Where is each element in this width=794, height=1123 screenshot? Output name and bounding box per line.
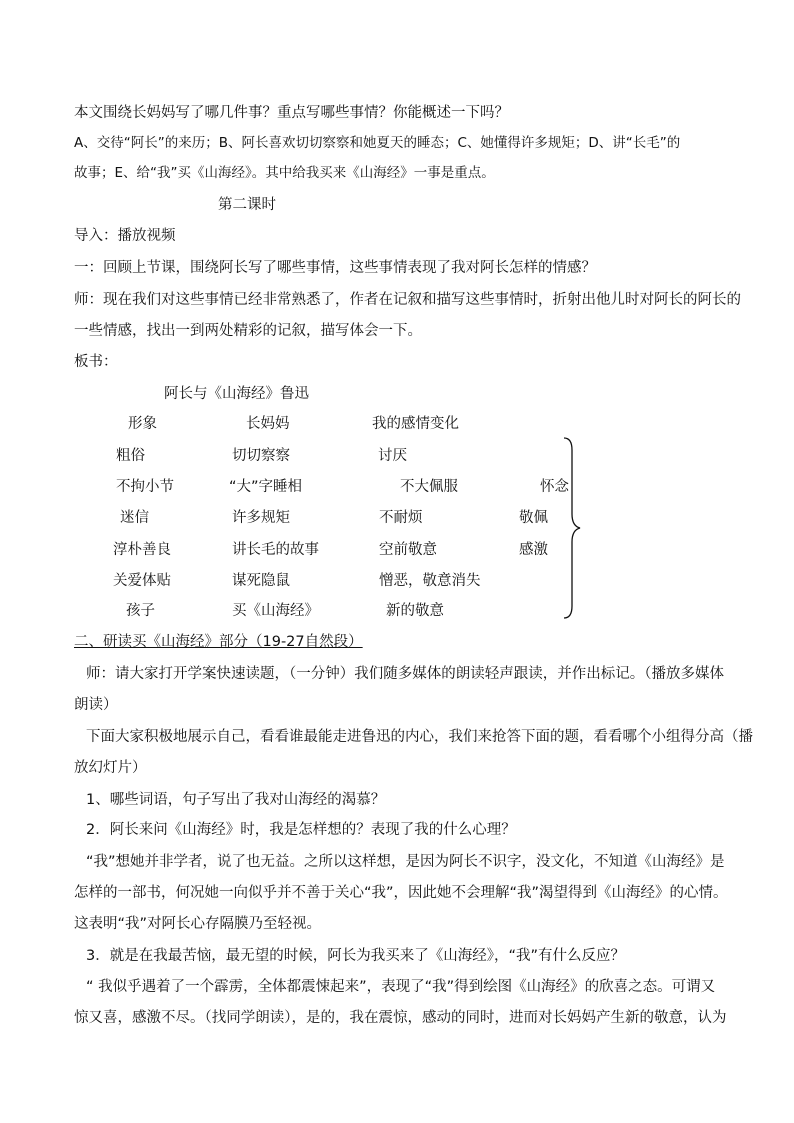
intro-question: 本文围绕长妈妈写了哪几件事？重点写哪些事情？你能概述一下吗？: [74, 105, 509, 121]
board-trait: 粗俗: [116, 448, 145, 464]
answer-3-line-1: “ 我似乎遇着了一个霹雳，全体都震悚起来”，表现了“我”得到绘图《山海经》的欣喜之态。可谓又: [86, 979, 716, 995]
part2-title: 二、研读买《山海经》部分（19-27自然段）: [74, 634, 363, 650]
board-event: “大”字睡相: [229, 479, 303, 495]
board-trait: 不拘小节: [116, 479, 174, 495]
board-event: 买《山海经》: [232, 603, 319, 619]
teacher-line-1: 师：现在我们对这些事情已经非常熟悉了，作者在记叙和描写这些事情时，折射出他儿时对阿长的阿长的: [74, 292, 741, 308]
board-title: 阿长与《山海经》鲁迅: [164, 386, 309, 402]
intro-answer-line-2: 故事；E、给“我”买《山海经》。其中给我买来《山海经》一事是重点。: [74, 165, 495, 181]
board-feeling: 空前敬意: [379, 542, 437, 558]
right-brace-icon: [560, 436, 582, 620]
board-feeling: 新的敬意: [386, 603, 444, 619]
answer-2-line-2: 怎样的一部书，何况她一向似乎并不善于关心“我”，因此她不会理解“我”渴望得到《山海经》的心情。: [74, 885, 728, 901]
board-feeling: 讨厌: [378, 448, 407, 464]
board-trait: 关爱体贴: [113, 573, 171, 589]
board-feeling: 不耐烦: [379, 510, 423, 526]
teacher-line-2: 一些情感，找出一到两处精彩的记叙，描写体会一下。: [74, 323, 422, 339]
teacher2-line-2: 朗读）: [74, 697, 118, 713]
board-summary: 感激: [519, 542, 548, 558]
board-event: 讲长毛的故事: [232, 542, 319, 558]
board-summary: 敬佩: [519, 510, 548, 526]
question-3: 3．就是在我最苦恼，最无望的时候，阿长为我买来了《山海经》，“我”有什么反应？: [86, 948, 625, 964]
board-header-trait: 形象: [128, 416, 157, 432]
question-2: 2．阿长来问《山海经》时，我是怎样想的？表现了我的什么心理？: [86, 822, 516, 838]
intro-step: 导入：播放视频: [74, 228, 176, 244]
board-summary: 怀念: [540, 479, 569, 495]
lesson-title: 第二课时: [218, 197, 276, 213]
board-label: 板书：: [74, 354, 118, 370]
board-feeling: 憎恶，敬意消失: [379, 573, 481, 589]
activity-line-1: 下面大家积极地展示自己，看看谁最能走进鲁迅的内心，我们来抢答下面的题，看看哪个小组得分高（播: [86, 729, 753, 745]
activity-line-2: 放幻灯片）: [74, 760, 147, 776]
board-event: 许多规矩: [232, 510, 290, 526]
board-trait: 淳朴善良: [113, 542, 171, 558]
board-event: 谋死隐鼠: [232, 573, 290, 589]
board-event: 切切察察: [232, 448, 290, 464]
board-trait: 迷信: [120, 510, 149, 526]
board-header-feeling: 我的感情变化: [372, 416, 459, 432]
answer-3-line-2: 惊又喜，感激不尽。（找同学朗读），是的，我在震惊，感动的同时，进而对长妈妈产生新的敬意，认为: [74, 1010, 727, 1026]
board-feeling: 不大佩服: [400, 479, 458, 495]
question-1: 1、哪些词语，句子写出了我对山海经的渴慕？: [86, 792, 386, 808]
teacher2-line-1: 师：请大家打开学案快速读题，（一分钟）我们随多媒体的朗读轻声跟读，并作出标记。（播放多媒体: [86, 666, 724, 682]
intro-answer-line-1: A、交待“阿长”的来历；B、阿长喜欢切切察察和她夏天的睡态；C、她懂得许多规矩；D、讲“长毛”的: [74, 135, 681, 151]
board-header-person: 长妈妈: [246, 416, 290, 432]
board-trait: 孩子: [126, 603, 155, 619]
answer-2-line-3: 这表明“我”对阿长心存隔膜乃至轻视。: [74, 916, 322, 932]
part1-question: 一：回顾上节课，围绕阿长写了哪些事情，这些事情表现了我对阿长怎样的情感？: [74, 260, 596, 276]
answer-2-line-1: “我”想她并非学者，说了也无益。之所以这样想，是因为阿长不识字，没文化，不知道《山海经》是: [86, 854, 725, 870]
